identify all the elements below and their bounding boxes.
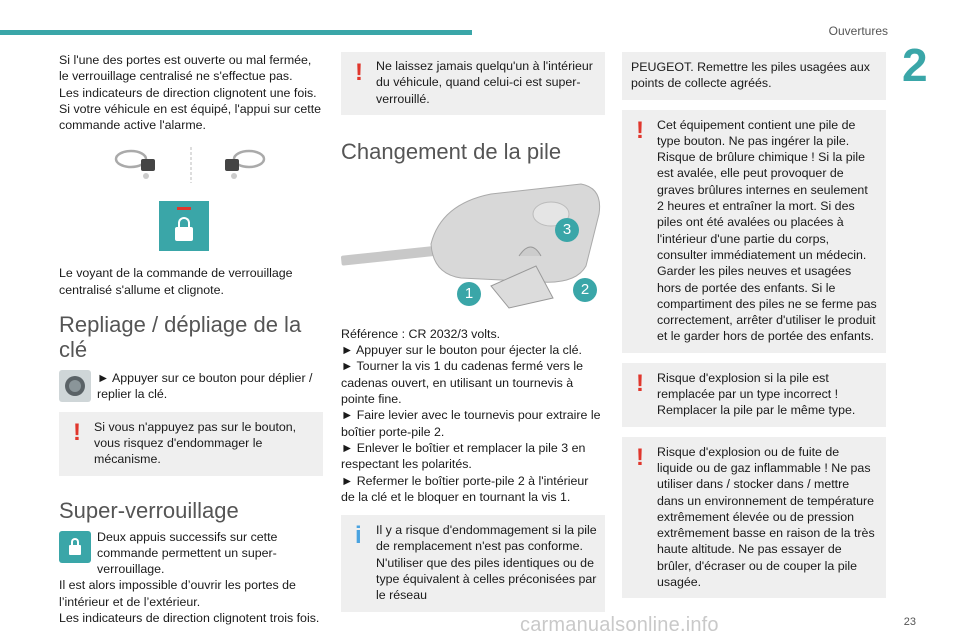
key-button-icon [59,370,91,402]
column-3 [622,52,886,598]
header-accent-bar [0,30,472,35]
warning-icon: ! [355,59,363,86]
battery-step: ► Refermer le boîtier porte-pile 2 à l'intérieur de la clé et le bloquer en tournant la vis 1. [341,473,589,504]
callout-1: 1 [457,282,481,306]
battery-step: ► Faire levier avec le tournevis pour extraire le boîtier porte-pile 2. [341,408,601,439]
fold-warning: ! Si vous n'appuyez pas sur le bouton, vous risquez d'endommager le mécanisme. [59,412,323,476]
wrong-type-warning: ! Risque d'explosion si la pile est remplacée par un type incorrect ! Remplacer la pile par le même type. [622,363,886,427]
watermark: carmanualsonline.info [520,614,719,636]
fold-step: ► Appuyer sur ce bouton pour déplier / replier la clé. [59,370,323,403]
warning-icon: ! [636,369,644,397]
page-number: 23 [903,616,916,628]
column-2 [341,52,605,612]
intro-line: Si l'une des portes est ouverte ou mal fermée, le verrouillage centralisé ne s'effectue pas. [59,53,312,84]
lock-icon [59,531,91,563]
super-lock-text: Deux appuis successifs sur cette commande permettent un super-verrouillage. Il est alors impossible d’ouvrir les portes de l’intérieur et de l’extérieur. Les indicateurs de direction clignotent trois fois. [59,529,320,626]
steering-wheel-illustration [59,145,323,189]
callout-3: 3 [555,218,579,242]
wheel-right-icon [225,151,264,179]
section-title: Ouvertures [828,24,888,38]
warning-icon: ! [636,116,644,144]
warning-icon: ! [636,443,644,471]
battery-reference: Référence : CR 2032/3 volts. [341,326,501,341]
explosion-warning: ! Risque d'explosion ou de fuite de liquide ou de gaz inflammable ! Ne pas utiliser dans / stocker dans / mettre dans un environnement de température extrêmement élevée ou de pression extrêmement basse en raison de la très haute altitude. Ne pas essayer de brûler, d'écraser ou de couper la pile usagée. [622,437,886,599]
indicator-text: Le voyant de la commande de verrouillage centralisé s'allume et clignote. [59,266,293,297]
intro-line: Si votre véhicule en est équipé, l'appui sur cette commande active l'alarme. [59,101,322,133]
recycling-box: PEUGEOT. Remettre les piles usagées aux points de collecte agréés. [622,52,886,100]
super-lock-heading: Super-verrouillage [59,497,239,523]
chapter-number: 2 [902,39,928,91]
warning-icon: ! [73,418,81,446]
battery-step: ► Enlever le boîtier et remplacer la pile 3 en respectant les polarités. [341,440,586,472]
wheel-left-icon [116,151,155,179]
info-icon: i [355,522,362,550]
intro-line: Les indicateurs de direction clignotent une fois. [59,85,317,100]
intro-text [59,52,323,133]
button-cell-warning: ! Cet équipement contient une pile de type bouton. Ne pas ingérer la pile. Risque de brûlure chimique ! Si la pile est avalée, elle peut provoquer de graves brûlures internes en seulement 2 heures et entraîner la mort. Si des piles ont été avalées ou placées à l'intérieur d'une partie du corps, consulter immédiatement un médecin. Garder les piles neuves et usagées hors de portée des enfants. Si le compartiment des piles ne se ferme pas correctement, arrêter d'utiliser le produit et le garder hors de portée des enfants. [622,110,886,353]
column-1 [59,52,323,626]
central-lock-indicator [159,201,209,251]
fold-heading: Repliage / dépliage de la clé [59,312,302,363]
key-battery-illustration [341,174,605,314]
battery-step: ► Tourner la vis 1 du cadenas fermé vers le cadenas ouvert, en utilisant un tournevis à pointe fine. [341,359,584,407]
battery-heading: Changement de la pile [341,138,562,164]
callout-2: 2 [573,278,597,302]
super-lock-warning: ! Ne laissez jamais quelqu'un à l'intérieur du véhicule, quand celui-ci est super-verrouillé. [341,52,605,115]
battery-info-box: i Il y a risque d'endommagement si la pile de remplacement n'est pas conforme. N'utiliser que des piles identiques ou de type équivalent à celles préconisées par le réseau [341,515,605,611]
battery-steps [341,342,605,505]
battery-step: ► Appuyer sur le bouton pour éjecter la clé. [341,343,582,358]
